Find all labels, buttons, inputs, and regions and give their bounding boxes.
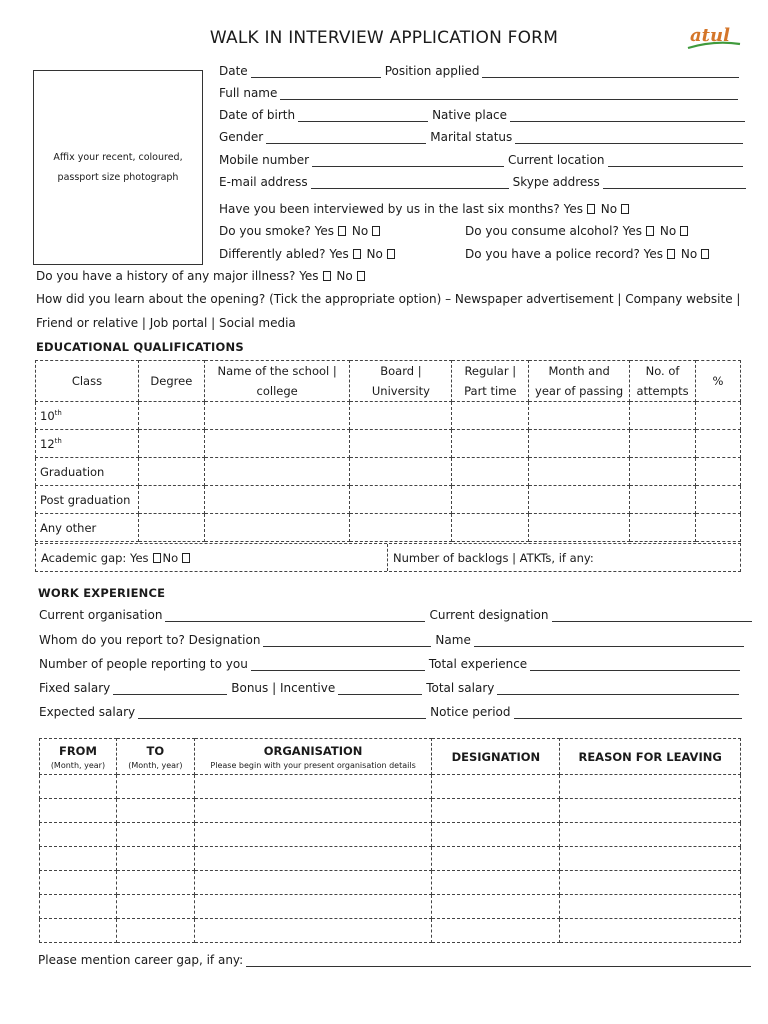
interviewed-yes-checkbox[interactable] bbox=[587, 204, 595, 214]
total-salary-field[interactable] bbox=[497, 683, 739, 695]
work-history-cell[interactable] bbox=[560, 799, 741, 823]
education-col-header: Name of the school | college bbox=[204, 361, 350, 402]
report-to-row bbox=[39, 633, 748, 647]
total-experience-label: Total experience bbox=[428, 657, 528, 671]
work-col-header: REASON FOR LEAVING bbox=[560, 739, 741, 775]
question-smoke: Do you smoke? Yes No bbox=[219, 224, 382, 238]
education-class-cell: Post graduation bbox=[36, 486, 139, 514]
work-history-row bbox=[40, 919, 741, 943]
bonus-incentive-label: Bonus | Incentive bbox=[231, 681, 336, 695]
work-history-cell[interactable] bbox=[432, 871, 560, 895]
form-title: WALK IN INTERVIEW APPLICATION FORM bbox=[209, 28, 559, 48]
work-heading: WORK EXPERIENCE bbox=[38, 586, 166, 600]
work-history-row bbox=[40, 847, 741, 871]
work-history-cell[interactable] bbox=[560, 775, 741, 799]
education-row bbox=[36, 458, 741, 486]
mobile-row bbox=[219, 153, 747, 167]
current-location-label: Current location bbox=[508, 153, 605, 167]
work-history-cell[interactable] bbox=[40, 847, 117, 871]
position-applied-field[interactable] bbox=[482, 66, 739, 78]
full-name-row bbox=[219, 86, 742, 100]
expected-salary-label: Expected salary bbox=[39, 705, 136, 719]
education-class-cell: Graduation bbox=[36, 458, 139, 486]
education-input-cell[interactable] bbox=[350, 430, 452, 458]
education-col-header: % bbox=[696, 361, 741, 402]
current-designation-label: Current designation bbox=[429, 608, 549, 622]
work-history-cell[interactable] bbox=[116, 919, 194, 943]
academic-gap-no-checkbox[interactable] bbox=[182, 553, 190, 563]
notice-period-label: Notice period bbox=[430, 705, 511, 719]
work-header-row bbox=[40, 739, 741, 775]
native-place-label: Native place bbox=[432, 108, 508, 122]
education-col-header: No. of attempts bbox=[630, 361, 696, 402]
date-of-birth-label: Date of birth bbox=[219, 108, 296, 122]
education-input-cell[interactable] bbox=[529, 430, 630, 458]
education-class-cell: 10th bbox=[36, 402, 139, 430]
total-salary-label: Total salary bbox=[426, 681, 495, 695]
academic-gap-label: Academic gap: bbox=[41, 550, 127, 565]
education-row bbox=[36, 514, 741, 542]
report-to-label: Whom do you report to? Designation bbox=[39, 633, 261, 647]
education-input-cell[interactable] bbox=[138, 486, 204, 514]
work-history-row bbox=[40, 871, 741, 895]
work-history-cell[interactable] bbox=[116, 847, 194, 871]
work-history-cell[interactable] bbox=[116, 823, 194, 847]
police-yes-checkbox[interactable] bbox=[667, 249, 675, 259]
bonus-incentive-field[interactable] bbox=[338, 683, 422, 695]
education-input-cell[interactable] bbox=[529, 514, 630, 542]
date-row bbox=[219, 64, 743, 78]
position-applied-label: Position applied bbox=[384, 64, 480, 78]
total-experience-field[interactable] bbox=[530, 659, 740, 671]
education-input-cell[interactable] bbox=[138, 402, 204, 430]
work-history-cell[interactable] bbox=[194, 919, 432, 943]
education-input-cell[interactable] bbox=[630, 402, 696, 430]
expected-salary-row bbox=[39, 705, 746, 719]
work-col-header: DESIGNATION bbox=[432, 739, 560, 775]
education-col-header: Regular | Part time bbox=[452, 361, 529, 402]
work-history-cell[interactable] bbox=[40, 823, 117, 847]
work-history-cell[interactable] bbox=[116, 871, 194, 895]
work-history-cell[interactable] bbox=[194, 871, 432, 895]
education-input-cell[interactable] bbox=[138, 458, 204, 486]
gender-label: Gender bbox=[219, 130, 264, 144]
people-reporting-row bbox=[39, 657, 744, 671]
education-table bbox=[35, 360, 741, 542]
notice-period-field[interactable] bbox=[514, 707, 742, 719]
work-history-cell[interactable] bbox=[116, 799, 194, 823]
work-history-cell[interactable] bbox=[116, 895, 194, 919]
education-input-cell[interactable] bbox=[452, 514, 529, 542]
date-label: Date bbox=[219, 64, 248, 78]
education-input-cell[interactable] bbox=[696, 486, 741, 514]
education-input-cell[interactable] bbox=[452, 458, 529, 486]
work-col-header: FROM (Month, year) bbox=[40, 739, 117, 775]
backlogs-cell[interactable] bbox=[388, 544, 740, 571]
svg-text:atul: atul bbox=[690, 25, 730, 46]
question-illness: Do you have a history of any major illness? Yes No bbox=[36, 269, 367, 283]
salary-row bbox=[39, 681, 743, 695]
current-organisation-label: Current organisation bbox=[39, 608, 163, 622]
education-heading: EDUCATIONAL QUALIFICATIONS bbox=[36, 340, 244, 354]
education-input-cell[interactable] bbox=[204, 430, 350, 458]
work-history-cell[interactable] bbox=[432, 823, 560, 847]
education-col-header: Degree bbox=[138, 361, 204, 402]
people-reporting-field[interactable] bbox=[251, 659, 425, 671]
career-gap-label: Please mention career gap, if any: bbox=[38, 953, 244, 967]
education-input-cell[interactable] bbox=[529, 458, 630, 486]
work-history-cell[interactable] bbox=[40, 871, 117, 895]
education-input-cell[interactable] bbox=[204, 458, 350, 486]
education-input-cell[interactable] bbox=[452, 486, 529, 514]
work-history-cell[interactable] bbox=[40, 799, 117, 823]
work-history-cell[interactable] bbox=[194, 895, 432, 919]
manager-name-label: Name bbox=[435, 633, 471, 647]
work-history-table bbox=[39, 738, 741, 943]
mobile-number-field[interactable] bbox=[312, 155, 504, 167]
gender-row bbox=[219, 130, 747, 144]
work-history-cell[interactable] bbox=[432, 775, 560, 799]
academic-gap-row bbox=[35, 543, 741, 572]
question-interviewed: Have you been interviewed by us in the last six months? Yes No bbox=[219, 202, 631, 216]
expected-salary-field[interactable] bbox=[138, 707, 426, 719]
academic-gap-cell: Academic gap: Yes No bbox=[36, 544, 388, 571]
work-history-cell[interactable] bbox=[194, 775, 432, 799]
education-input-cell[interactable] bbox=[350, 486, 452, 514]
work-history-cell[interactable] bbox=[194, 823, 432, 847]
illness-yes-checkbox[interactable] bbox=[323, 271, 331, 281]
work-history-cell[interactable] bbox=[560, 919, 741, 943]
full-name-field[interactable] bbox=[280, 88, 738, 100]
education-input-cell[interactable] bbox=[630, 486, 696, 514]
question-differently-abled: Differently abled? Yes No bbox=[219, 247, 397, 261]
email-row bbox=[219, 175, 750, 189]
company-logo bbox=[686, 22, 742, 52]
education-input-cell[interactable] bbox=[696, 430, 741, 458]
question-alcohol: Do you consume alcohol? Yes No bbox=[465, 224, 690, 238]
report-to-field[interactable] bbox=[263, 635, 431, 647]
current-organisation-row bbox=[39, 608, 756, 622]
education-class-cell: Any other bbox=[36, 514, 139, 542]
photo-instruction-line2: passport size photograph bbox=[57, 171, 179, 183]
education-input-cell[interactable] bbox=[630, 458, 696, 486]
smoke-no-checkbox[interactable] bbox=[372, 226, 380, 236]
education-input-cell[interactable] bbox=[529, 402, 630, 430]
education-input-cell[interactable] bbox=[204, 514, 350, 542]
education-input-cell[interactable] bbox=[138, 514, 204, 542]
education-input-cell[interactable] bbox=[696, 514, 741, 542]
education-col-header: Board | University bbox=[350, 361, 452, 402]
interviewed-no-checkbox[interactable] bbox=[621, 204, 629, 214]
education-input-cell[interactable] bbox=[630, 514, 696, 542]
current-designation-field[interactable] bbox=[552, 610, 752, 622]
abled-no-checkbox[interactable] bbox=[387, 249, 395, 259]
education-row bbox=[36, 430, 741, 458]
alcohol-no-checkbox[interactable] bbox=[680, 226, 688, 236]
work-col-header: TO (Month, year) bbox=[116, 739, 194, 775]
work-history-row bbox=[40, 823, 741, 847]
opening-question-line2[interactable]: Friend or relative | Job portal | Social media bbox=[36, 316, 296, 330]
work-history-cell[interactable] bbox=[560, 823, 741, 847]
education-input-cell[interactable] bbox=[350, 514, 452, 542]
work-history-row bbox=[40, 799, 741, 823]
work-col-header: ORGANISATION Please begin with your present organisation details bbox=[194, 739, 432, 775]
work-history-row bbox=[40, 775, 741, 799]
education-col-header: Month and year of passing bbox=[529, 361, 630, 402]
education-class-cell: 12th bbox=[36, 430, 139, 458]
education-input-cell[interactable] bbox=[630, 430, 696, 458]
career-gap-row bbox=[38, 953, 755, 967]
education-input-cell[interactable] bbox=[138, 430, 204, 458]
education-input-cell[interactable] bbox=[350, 402, 452, 430]
education-input-cell[interactable] bbox=[204, 402, 350, 430]
mobile-number-label: Mobile number bbox=[219, 153, 310, 167]
education-input-cell[interactable] bbox=[350, 458, 452, 486]
backlogs-label: Number of backlogs | ATKTs, if any: bbox=[393, 550, 594, 565]
work-history-cell[interactable] bbox=[432, 847, 560, 871]
email-address-label: E-mail address bbox=[219, 175, 308, 189]
opening-question-line1: How did you learn about the opening? (Tick the appropriate option) – Newspaper advertisement | Company website | bbox=[36, 292, 741, 306]
skype-address-field[interactable] bbox=[603, 177, 746, 189]
work-history-cell[interactable] bbox=[116, 775, 194, 799]
fixed-salary-field[interactable] bbox=[113, 683, 227, 695]
work-history-cell[interactable] bbox=[560, 847, 741, 871]
smoke-yes-checkbox[interactable] bbox=[338, 226, 346, 236]
work-history-cell[interactable] bbox=[40, 919, 117, 943]
work-history-cell[interactable] bbox=[40, 775, 117, 799]
work-history-cell[interactable] bbox=[560, 895, 741, 919]
photo-instruction-line1: Affix your recent, coloured, bbox=[53, 151, 183, 163]
education-input-cell[interactable] bbox=[529, 486, 630, 514]
abled-yes-checkbox[interactable] bbox=[353, 249, 361, 259]
marital-status-field[interactable] bbox=[515, 132, 743, 144]
email-address-field[interactable] bbox=[311, 177, 509, 189]
full-name-label: Full name bbox=[219, 86, 278, 100]
dob-row bbox=[219, 108, 749, 122]
manager-name-field[interactable] bbox=[474, 635, 744, 647]
fixed-salary-label: Fixed salary bbox=[39, 681, 111, 695]
current-organisation-field[interactable] bbox=[165, 610, 425, 622]
education-input-cell[interactable] bbox=[204, 486, 350, 514]
question-police-record: Do you have a police record? Yes No bbox=[465, 247, 711, 261]
people-reporting-label: Number of people reporting to you bbox=[39, 657, 248, 671]
photo-box[interactable] bbox=[33, 70, 203, 265]
native-place-field[interactable] bbox=[510, 110, 745, 122]
marital-status-label: Marital status bbox=[430, 130, 513, 144]
work-history-cell[interactable] bbox=[560, 871, 741, 895]
gender-field[interactable] bbox=[266, 132, 426, 144]
skype-address-label: Skype address bbox=[512, 175, 600, 189]
education-input-cell[interactable] bbox=[452, 402, 529, 430]
illness-no-checkbox[interactable] bbox=[357, 271, 365, 281]
work-history-cell[interactable] bbox=[432, 919, 560, 943]
current-location-field[interactable] bbox=[608, 155, 743, 167]
education-row bbox=[36, 486, 741, 514]
police-no-checkbox[interactable] bbox=[701, 249, 709, 259]
work-history-cell[interactable] bbox=[194, 847, 432, 871]
education-col-header: Class bbox=[36, 361, 139, 402]
education-input-cell[interactable] bbox=[452, 430, 529, 458]
education-input-cell[interactable] bbox=[696, 402, 741, 430]
alcohol-yes-checkbox[interactable] bbox=[646, 226, 654, 236]
work-history-row bbox=[40, 895, 741, 919]
career-gap-field[interactable] bbox=[246, 955, 751, 967]
date-field[interactable] bbox=[251, 66, 381, 78]
work-history-cell[interactable] bbox=[432, 799, 560, 823]
date-of-birth-field[interactable] bbox=[298, 110, 428, 122]
work-history-cell[interactable] bbox=[194, 799, 432, 823]
education-input-cell[interactable] bbox=[696, 458, 741, 486]
work-history-cell[interactable] bbox=[432, 895, 560, 919]
education-row bbox=[36, 402, 741, 430]
work-history-cell[interactable] bbox=[40, 895, 117, 919]
education-header-row bbox=[36, 361, 741, 402]
academic-gap-yes-checkbox[interactable] bbox=[153, 553, 161, 563]
